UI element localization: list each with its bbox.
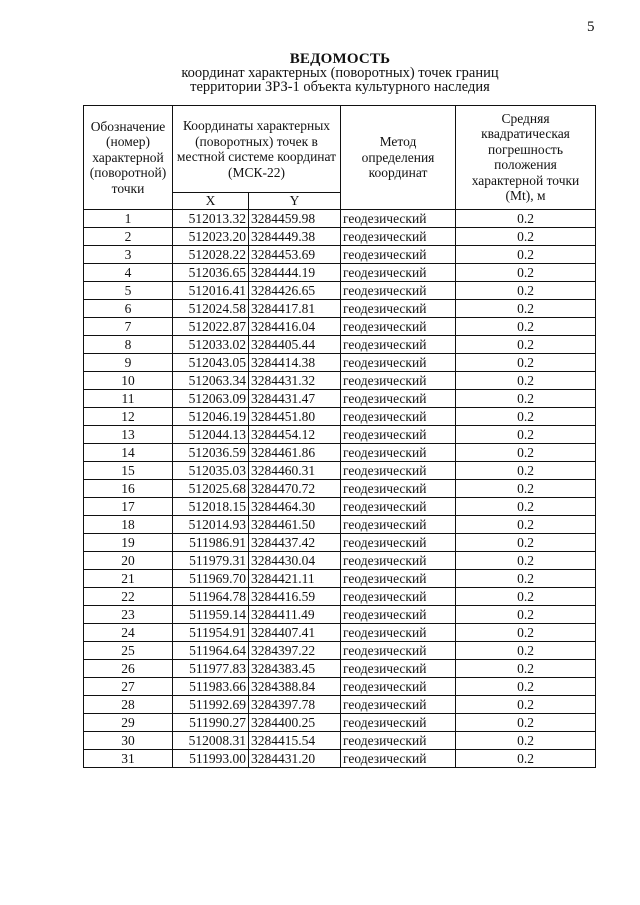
- cell-method: геодезический: [341, 551, 456, 569]
- cell-point-number: 26: [84, 659, 173, 677]
- cell-method: геодезический: [341, 749, 456, 767]
- cell-x: 512043.05: [173, 353, 249, 371]
- cell-y: 3284431.20: [249, 749, 341, 767]
- cell-point-number: 6: [84, 299, 173, 317]
- cell-method: геодезический: [341, 659, 456, 677]
- cell-error: 0.2: [456, 461, 596, 479]
- cell-point-number: 2: [84, 227, 173, 245]
- cell-method: геодезический: [341, 299, 456, 317]
- cell-method: геодезический: [341, 371, 456, 389]
- cell-y: 3284388.84: [249, 677, 341, 695]
- cell-error: 0.2: [456, 263, 596, 281]
- table-row: [84, 443, 596, 461]
- document-title: ВЕДОМОСТЬ: [289, 51, 391, 67]
- cell-error: 0.2: [456, 551, 596, 569]
- table-row: [84, 551, 596, 569]
- cell-x: 512022.87: [173, 317, 249, 335]
- page-number: 5: [587, 19, 595, 35]
- cell-x: 511969.70: [173, 569, 249, 587]
- table-row: [84, 713, 596, 731]
- cell-x: 511990.27: [173, 713, 249, 731]
- cell-y: 3284451.80: [249, 407, 341, 425]
- cell-point-number: 9: [84, 353, 173, 371]
- document-subtitle-line-2: территории ЗРЗ-1 объекта культурного наследия: [190, 79, 490, 95]
- cell-x: 511954.91: [173, 623, 249, 641]
- cell-x: 512063.09: [173, 389, 249, 407]
- cell-y: 3284397.22: [249, 641, 341, 659]
- table-row: [84, 209, 596, 227]
- cell-y: 3284470.72: [249, 479, 341, 497]
- cell-error: 0.2: [456, 587, 596, 605]
- cell-method: геодезический: [341, 317, 456, 335]
- cell-point-number: 7: [84, 317, 173, 335]
- cell-x: 511992.69: [173, 695, 249, 713]
- cell-error: 0.2: [456, 227, 596, 245]
- cell-x: 511964.78: [173, 587, 249, 605]
- cell-x: 511964.64: [173, 641, 249, 659]
- cell-method: геодезический: [341, 605, 456, 623]
- cell-method: геодезический: [341, 731, 456, 749]
- cell-x: 511993.00: [173, 749, 249, 767]
- cell-y: 3284461.86: [249, 443, 341, 461]
- table-row: [84, 623, 596, 641]
- cell-y: 3284449.38: [249, 227, 341, 245]
- table-row: [84, 587, 596, 605]
- cell-point-number: 31: [84, 749, 173, 767]
- cell-y: 3284444.19: [249, 263, 341, 281]
- cell-x: 512035.03: [173, 461, 249, 479]
- cell-y: 3284416.59: [249, 587, 341, 605]
- cell-y: 3284461.50: [249, 515, 341, 533]
- cell-method: геодезический: [341, 443, 456, 461]
- cell-method: геодезический: [341, 515, 456, 533]
- cell-x: 512036.65: [173, 263, 249, 281]
- cell-x: 512033.02: [173, 335, 249, 353]
- cell-y: 3284454.12: [249, 425, 341, 443]
- cell-error: 0.2: [456, 389, 596, 407]
- header-error: Средняя квадратическая погрешность положения характерной точки (Mt), м: [456, 106, 596, 210]
- cell-x: 512063.34: [173, 371, 249, 389]
- cell-x: 512046.19: [173, 407, 249, 425]
- cell-point-number: 13: [84, 425, 173, 443]
- header-coordinates: Координаты характерных (поворотных) точек в местной системе координат (МСК-22): [173, 106, 341, 193]
- cell-y: 3284431.47: [249, 389, 341, 407]
- cell-y: 3284416.04: [249, 317, 341, 335]
- cell-error: 0.2: [456, 605, 596, 623]
- table-row: [84, 515, 596, 533]
- cell-error: 0.2: [456, 299, 596, 317]
- cell-point-number: 16: [84, 479, 173, 497]
- header-method: Метод определения координат: [341, 106, 456, 210]
- table-row: [84, 335, 596, 353]
- cell-method: геодезический: [341, 587, 456, 605]
- cell-method: геодезический: [341, 695, 456, 713]
- cell-error: 0.2: [456, 443, 596, 461]
- cell-y: 3284414.38: [249, 353, 341, 371]
- cell-y: 3284430.04: [249, 551, 341, 569]
- table-row: [84, 695, 596, 713]
- cell-x: 512016.41: [173, 281, 249, 299]
- cell-point-number: 25: [84, 641, 173, 659]
- cell-error: 0.2: [456, 749, 596, 767]
- cell-error: 0.2: [456, 533, 596, 551]
- cell-method: геодезический: [341, 227, 456, 245]
- table-row: [84, 425, 596, 443]
- cell-error: 0.2: [456, 695, 596, 713]
- cell-error: 0.2: [456, 335, 596, 353]
- cell-y: 3284417.81: [249, 299, 341, 317]
- cell-point-number: 21: [84, 569, 173, 587]
- cell-point-number: 10: [84, 371, 173, 389]
- cell-x: 511959.14: [173, 605, 249, 623]
- cell-x: 512014.93: [173, 515, 249, 533]
- cell-x: 511983.66: [173, 677, 249, 695]
- table-row: [84, 749, 596, 767]
- cell-y: 3284415.54: [249, 731, 341, 749]
- cell-x: 511977.83: [173, 659, 249, 677]
- cell-point-number: 15: [84, 461, 173, 479]
- cell-error: 0.2: [456, 245, 596, 263]
- cell-point-number: 30: [84, 731, 173, 749]
- cell-y: 3284459.98: [249, 209, 341, 227]
- cell-error: 0.2: [456, 425, 596, 443]
- table-row: [84, 389, 596, 407]
- cell-point-number: 3: [84, 245, 173, 263]
- cell-error: 0.2: [456, 623, 596, 641]
- table-row: [84, 299, 596, 317]
- cell-point-number: 8: [84, 335, 173, 353]
- cell-x: 512008.31: [173, 731, 249, 749]
- cell-error: 0.2: [456, 407, 596, 425]
- cell-method: геодезический: [341, 281, 456, 299]
- table-row: [84, 605, 596, 623]
- cell-y: 3284437.42: [249, 533, 341, 551]
- cell-point-number: 27: [84, 677, 173, 695]
- cell-y: 3284405.44: [249, 335, 341, 353]
- cell-y: 3284407.41: [249, 623, 341, 641]
- cell-method: геодезический: [341, 389, 456, 407]
- header-x: X: [173, 193, 249, 210]
- table-row: [84, 281, 596, 299]
- table-row: [84, 479, 596, 497]
- cell-point-number: 20: [84, 551, 173, 569]
- cell-method: геодезический: [341, 461, 456, 479]
- coordinates-table: [83, 105, 596, 768]
- cell-point-number: 22: [84, 587, 173, 605]
- cell-method: геодезический: [341, 569, 456, 587]
- cell-error: 0.2: [456, 659, 596, 677]
- title-block: [80, 52, 600, 94]
- table-row: [84, 569, 596, 587]
- cell-y: 3284383.45: [249, 659, 341, 677]
- cell-point-number: 24: [84, 623, 173, 641]
- cell-error: 0.2: [456, 479, 596, 497]
- cell-y: 3284426.65: [249, 281, 341, 299]
- cell-method: геодезический: [341, 263, 456, 281]
- cell-y: 3284400.25: [249, 713, 341, 731]
- cell-x: 512023.20: [173, 227, 249, 245]
- cell-point-number: 29: [84, 713, 173, 731]
- cell-method: геодезический: [341, 479, 456, 497]
- cell-error: 0.2: [456, 569, 596, 587]
- cell-point-number: 12: [84, 407, 173, 425]
- cell-method: геодезический: [341, 353, 456, 371]
- table-row: [84, 497, 596, 515]
- table-row: [84, 461, 596, 479]
- cell-error: 0.2: [456, 209, 596, 227]
- table-row: [84, 245, 596, 263]
- table-row: [84, 731, 596, 749]
- cell-error: 0.2: [456, 515, 596, 533]
- cell-y: 3284460.31: [249, 461, 341, 479]
- table-row: [84, 317, 596, 335]
- cell-point-number: 28: [84, 695, 173, 713]
- cell-point-number: 18: [84, 515, 173, 533]
- cell-error: 0.2: [456, 731, 596, 749]
- cell-x: 512024.58: [173, 299, 249, 317]
- cell-x: 512013.32: [173, 209, 249, 227]
- cell-point-number: 23: [84, 605, 173, 623]
- cell-x: 512044.13: [173, 425, 249, 443]
- cell-error: 0.2: [456, 317, 596, 335]
- table-row: [84, 407, 596, 425]
- table-row: [84, 641, 596, 659]
- cell-y: 3284411.49: [249, 605, 341, 623]
- cell-method: геодезический: [341, 209, 456, 227]
- header-point-number: Обозначение (номер) характерной (поворотной) точки: [84, 106, 173, 210]
- cell-error: 0.2: [456, 497, 596, 515]
- table-body: [84, 209, 596, 767]
- table-header-row: [84, 106, 596, 193]
- cell-method: геодезический: [341, 245, 456, 263]
- cell-error: 0.2: [456, 713, 596, 731]
- table-row: [84, 371, 596, 389]
- cell-y: 3284431.32: [249, 371, 341, 389]
- cell-point-number: 5: [84, 281, 173, 299]
- table-row: [84, 677, 596, 695]
- cell-y: 3284421.11: [249, 569, 341, 587]
- table-row: [84, 533, 596, 551]
- cell-point-number: 19: [84, 533, 173, 551]
- cell-point-number: 4: [84, 263, 173, 281]
- cell-method: геодезический: [341, 533, 456, 551]
- cell-method: геодезический: [341, 335, 456, 353]
- header-y: Y: [249, 193, 341, 210]
- cell-point-number: 14: [84, 443, 173, 461]
- cell-x: 512028.22: [173, 245, 249, 263]
- cell-method: геодезический: [341, 497, 456, 515]
- cell-method: геодезический: [341, 641, 456, 659]
- cell-method: геодезический: [341, 425, 456, 443]
- cell-error: 0.2: [456, 677, 596, 695]
- cell-x: 512036.59: [173, 443, 249, 461]
- table-row: [84, 353, 596, 371]
- table-row: [84, 227, 596, 245]
- cell-point-number: 11: [84, 389, 173, 407]
- cell-method: геодезический: [341, 713, 456, 731]
- cell-y: 3284397.78: [249, 695, 341, 713]
- cell-method: геодезический: [341, 677, 456, 695]
- cell-point-number: 17: [84, 497, 173, 515]
- document-subtitle-line-1: координат характерных (поворотных) точек границ: [181, 65, 499, 81]
- cell-error: 0.2: [456, 281, 596, 299]
- table-row: [84, 263, 596, 281]
- cell-x: 512025.68: [173, 479, 249, 497]
- cell-x: 512018.15: [173, 497, 249, 515]
- cell-method: геодезический: [341, 407, 456, 425]
- table-row: [84, 659, 596, 677]
- cell-y: 3284464.30: [249, 497, 341, 515]
- cell-x: 511979.31: [173, 551, 249, 569]
- cell-point-number: 1: [84, 209, 173, 227]
- cell-error: 0.2: [456, 371, 596, 389]
- cell-method: геодезический: [341, 623, 456, 641]
- cell-x: 511986.91: [173, 533, 249, 551]
- cell-error: 0.2: [456, 353, 596, 371]
- cell-error: 0.2: [456, 641, 596, 659]
- cell-y: 3284453.69: [249, 245, 341, 263]
